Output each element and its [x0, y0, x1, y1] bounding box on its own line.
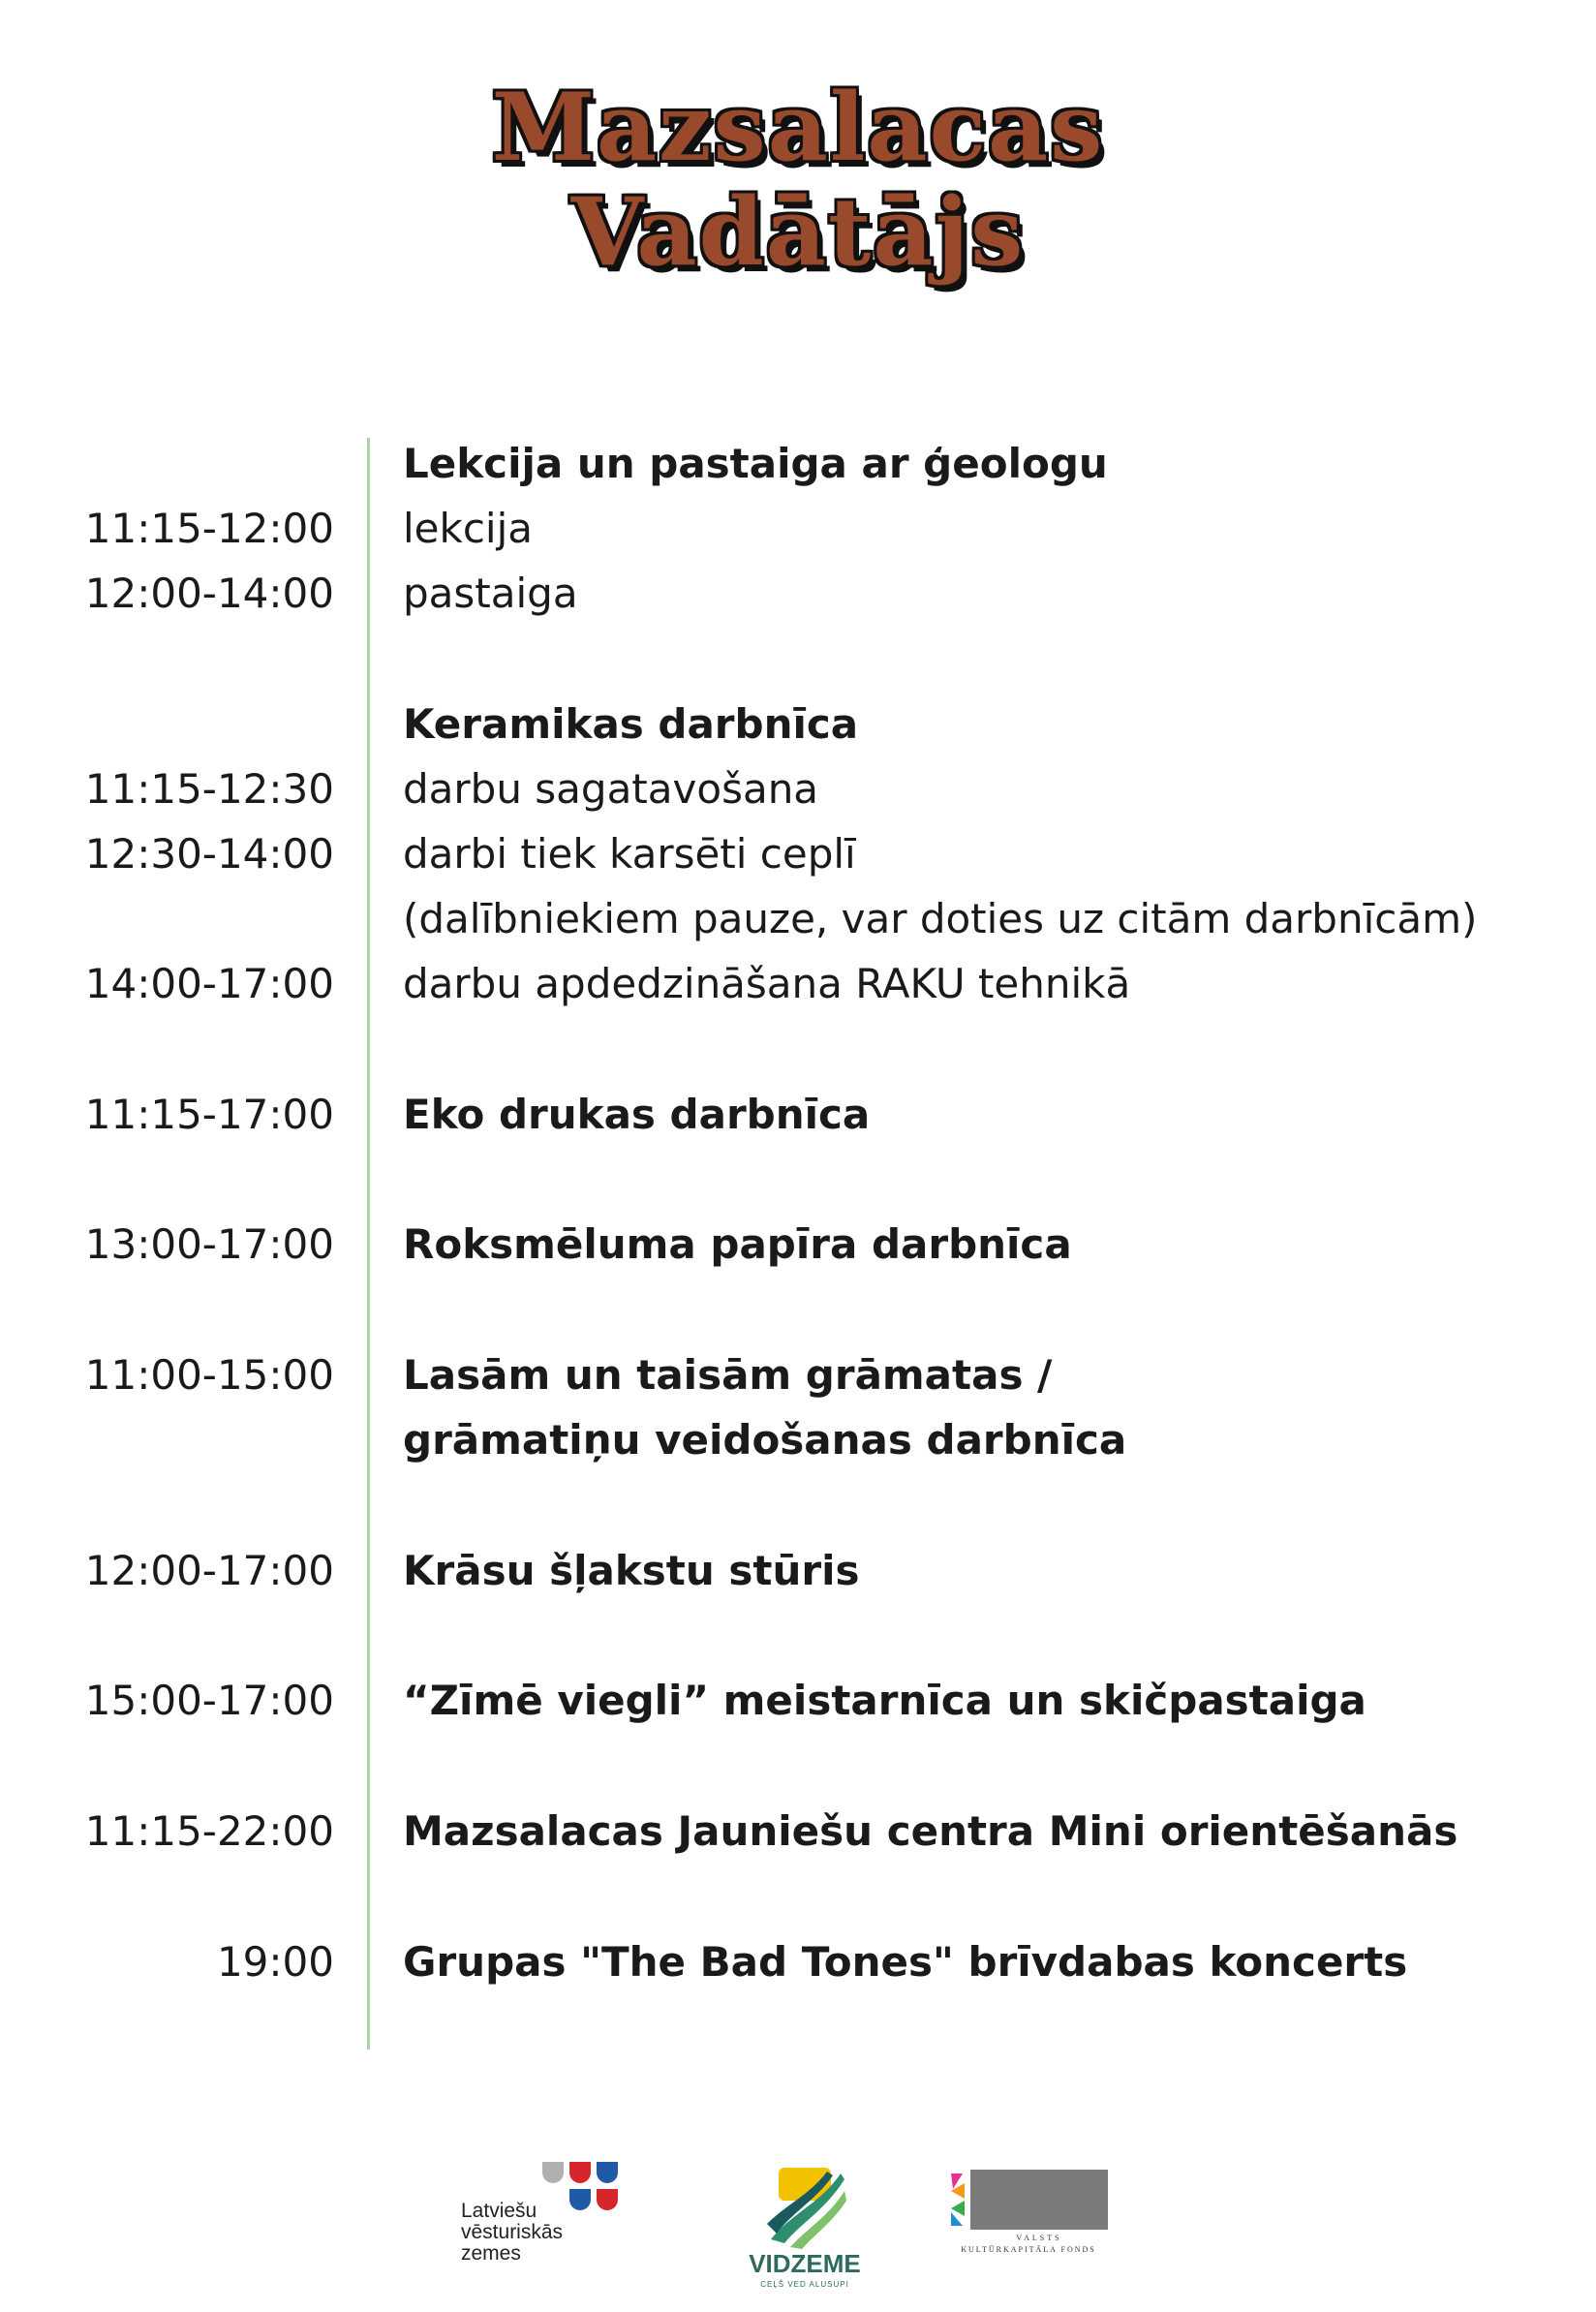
schedule-row	[0, 1407, 1596, 1472]
schedule-row	[0, 496, 1596, 561]
vidzeme-subtitle: CEĻŠ VED ALUSUPI	[760, 2280, 849, 2289]
schedule-time: 11:15-22:00	[84, 1807, 334, 1855]
schedule-time: 11:00-15:00	[84, 1351, 334, 1399]
schedule-row	[0, 1538, 1596, 1603]
event-title: Lekcija un pastaiga ar ģeologu	[403, 440, 1108, 487]
schedule-row	[0, 951, 1596, 1016]
schedule-time: 13:00-17:00	[84, 1220, 334, 1268]
schedule-time: 14:00-17:00	[84, 960, 334, 1007]
event-title: “Zīmē viegli” meistarnīca un skičpastaiga	[403, 1677, 1366, 1724]
schedule-row	[0, 1799, 1596, 1864]
vkkf-grey-box	[970, 2170, 1108, 2230]
schedule-time: 12:30-14:00	[84, 830, 334, 878]
mark-red-1	[569, 2162, 591, 2183]
vidzeme-logo	[732, 2166, 877, 2292]
schedule-time: 11:15-17:00	[84, 1091, 334, 1138]
mark-red-2	[597, 2189, 618, 2210]
mark-blue-2	[569, 2189, 591, 2210]
mark-blue-1	[597, 2162, 618, 2183]
poster-title	[0, 73, 1596, 287]
schedule-row	[0, 431, 1596, 496]
schedule-row	[0, 1668, 1596, 1733]
event-title: Eko drukas darbnīca	[403, 1091, 871, 1138]
event-detail: darbu apdedzināšana RAKU tehnikā	[403, 960, 1131, 1007]
schedule-time: 12:00-14:00	[84, 570, 334, 617]
event-detail: (dalībniekiem pauze, var doties uz citām darbnīcām)	[403, 895, 1478, 942]
event-title: Roksmēluma papīra darbnīca	[403, 1220, 1072, 1268]
vidzeme-name: VIDZEME	[749, 2249, 861, 2278]
vkkf-line-1: VALSTS	[1016, 2234, 1062, 2242]
latvian-historical-lands-logo	[461, 2162, 651, 2268]
latvian-lands-text: Latviešu vēsturiskās zemes	[461, 2200, 564, 2265]
event-title: grāmatiņu veidošanas darbnīca	[403, 1416, 1127, 1464]
schedule-time: 12:00-17:00	[84, 1547, 334, 1594]
event-detail: darbu sagatavošana	[403, 765, 819, 813]
schedule-row	[0, 821, 1596, 886]
schedule-row	[0, 1082, 1596, 1147]
schedule-time: 11:15-12:30	[84, 765, 334, 813]
vidzeme-emblem	[732, 2166, 877, 2249]
schedule-row	[0, 692, 1596, 756]
mark-grey	[542, 2162, 564, 2183]
event-detail: darbi tiek karsēti ceplī	[403, 830, 856, 878]
event-detail: pastaiga	[403, 570, 578, 617]
schedule-row	[0, 756, 1596, 821]
sponsor-logos	[0, 2150, 1596, 2296]
title-line-2: Vadātājs	[570, 177, 1026, 287]
schedule-time: 19:00	[216, 1938, 334, 1986]
event-title: Krāsu šļakstu stūris	[403, 1547, 860, 1594]
event-title: Keramikas darbnīca	[403, 700, 859, 748]
schedule-time: 11:15-12:00	[84, 505, 334, 552]
schedule-row	[0, 561, 1596, 626]
schedule-row	[0, 886, 1596, 951]
schedule-time: 15:00-17:00	[84, 1677, 334, 1724]
culture-capital-foundation-logo	[949, 2170, 1114, 2276]
vkkf-line-2: KULTŪRKAPITĀLA FONDS	[961, 2245, 1096, 2254]
schedule-row	[0, 1342, 1596, 1407]
event-detail: lekcija	[403, 505, 533, 552]
schedule-row	[0, 1212, 1596, 1277]
event-title: Mazsalacas Jauniešu centra Mini orientēšanās	[403, 1807, 1458, 1855]
title-line-1: Mazsalacas	[491, 73, 1105, 182]
schedule-row	[0, 1929, 1596, 1994]
event-title: Grupas "The Bad Tones" brīvdabas koncerts	[403, 1938, 1408, 1986]
event-title: Lasām un taisām grāmatas /	[403, 1351, 1053, 1399]
vkkf-k-mark	[949, 2170, 970, 2230]
